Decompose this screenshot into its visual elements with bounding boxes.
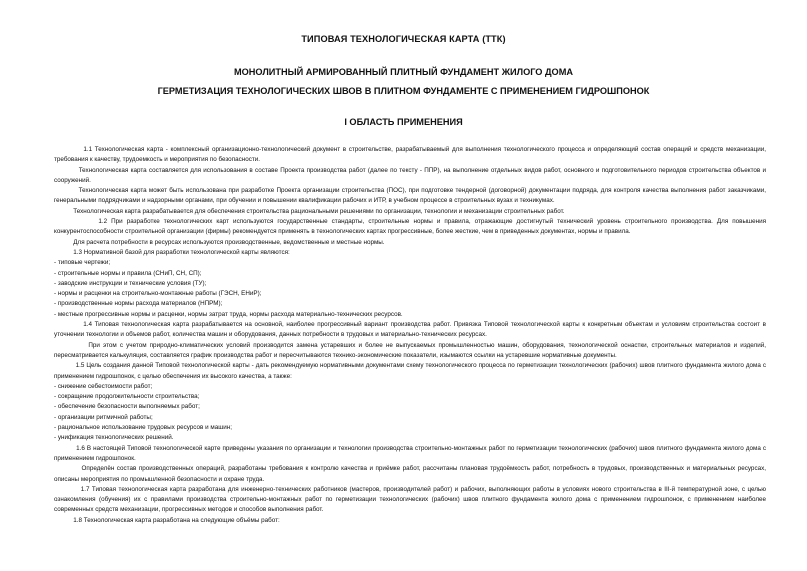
paragraph xyxy=(54,320,766,341)
list-item: - производственные нормы расхода материалов (НПРМ); xyxy=(54,300,223,308)
paragraph xyxy=(54,186,766,207)
document-body xyxy=(54,145,766,526)
list-item: - строительные нормы и правила (СНиП, СН, СП); xyxy=(54,269,202,277)
section-title: I ОБЛАСТЬ ПРИМЕНЕНИЯ xyxy=(344,117,463,127)
document-subtitle: МОНОЛИТНЫЙ АРМИРОВАННЫЙ ПЛИТНЫЙ ФУНДАМЕНТ ЖИЛОГО ДОМА xyxy=(233,67,573,77)
paragraph-text: Для расчета потребности в ресурсах используются производственные, ведомственные и местные нормы. xyxy=(73,238,385,246)
list-item: - заводские инструкции и технические условия (ТУ); xyxy=(54,279,207,287)
paragraph-text: 1.8 Технологическая карта разработана на следующие объёмы работ: xyxy=(73,516,280,524)
paragraph-text: 1.2 При разработке технологических карт используются государственные стандарты, строительные нормы и правила, отражающие достигнутый технический уровень строительного производства. Для повышения конкурентоспособности строительной организации (фирмы) рекомендуется применять в технологических картах прогрессивные, более жесткие, чем в приведенных документах, нормы и правила. xyxy=(54,218,766,236)
paragraph xyxy=(54,217,766,238)
paragraph-text: 1.7 Типовая технологическая карта разработана для инженерно-технических работников (мастеров, производителей работ) и рабочих, выполняющих работы в условиях нового строительства в III-й температурной зоне, с целью ознакомления (обучения) их с правилами производства строительно-монтажных работ по герметизации технологических (рабочих) швов плитного фундамента жилого дома с применением гидрошпонок, с применением наиболее современных средств механизации, прогрессивных методов и способов выполнения работ. xyxy=(54,485,766,514)
list-item: - организации ритмичной работы; xyxy=(54,413,153,421)
document-subtitle-2: ГЕРМЕТИЗАЦИЯ ТЕХНОЛОГИЧЕСКИХ ШВОВ В ПЛИТНОМ ФУНДАМЕНТЕ С ПРИМЕНЕНИЕМ ГИДРОШПОНОК xyxy=(157,86,650,96)
paragraph-text: 1.6 В настоящей Типовой технологической карте приведены указания по организации и технологии производства строительно-монтажных работ по герметизации технологических (рабочих) швов плитного фундамента жилого дома с применением гидрошпонок. xyxy=(54,444,766,462)
list-item: - обеспечение безопасности выполняемых работ; xyxy=(54,403,200,411)
paragraph-text: 1.1 Технологическая карта - комплексный организационно-технологический документ в строительстве, разрабатываемый для выполнения технологического процесса и определяющий состав операций и средств механизации, требования к качеству, трудоемкость и мероприятия по безопасности. xyxy=(54,146,766,164)
paragraph-text: Определён состав производственных операций, разработаны требования к контролю качества и приёмке работ, рассчитаны плановая трудоёмкость работ, потребность в трудовых, производственных и материальных ресурсах, описаны мероприятия по промышленной безопасности и охране труда. xyxy=(54,465,766,483)
paragraph xyxy=(54,361,766,382)
paragraph xyxy=(54,444,766,465)
list-item: - унификация технологических решений. xyxy=(54,434,174,442)
paragraph-text: Технологическая карта может быть использована при разработке Проекта организации строительства (ПОС), при подготовке тендерной (договорной) документации подряда, для контроля качества выполнения работ заказчиками, генеральными подрядчиками и надзорными органами, при обучении и повышении квалификации рабочих и ИТР, в учебном процессе в строительных вузах и техникумах. xyxy=(54,187,766,205)
paragraph-text: Технологическая карта составляется для использования в составе Проекта производства работ (далее по тексту - ППР), на выполнение отдельных видов работ, основного и подготовительного периодов строительства объектов и сооружений. xyxy=(54,166,766,184)
list-item: - типовые чертежи; xyxy=(54,259,111,267)
paragraph xyxy=(54,485,766,516)
document-title: ТИПОВАЯ ТЕХНОЛОГИЧЕСКАЯ КАРТА (ТТК) xyxy=(301,34,506,44)
paragraph xyxy=(54,248,766,258)
list-item: - нормы и расценки на строительно-монтажные работы (ГЭСН, ЕНиР); xyxy=(54,290,262,298)
list-item: - местные прогрессивные нормы и расценки, нормы затрат труда, нормы расхода материально-технических ресурсов. xyxy=(54,310,403,318)
paragraph-text: 1.4 Типовая технологическая карта разрабатывается на основной, наиболее прогрессивный вариант производства работ. Привязка Типовой технологической карты к конкретным объектам и условиям строительства состоит в уточнении технологии и объемов работ, количества машин и оборудования, данных потребности в трудовых и материально-технических ресурсах. xyxy=(54,321,766,339)
list-item: - снижение себестоимости работ; xyxy=(54,382,153,390)
paragraph xyxy=(54,166,766,187)
paragraph xyxy=(54,516,766,526)
paragraph xyxy=(54,145,766,166)
paragraph xyxy=(54,207,766,217)
list-item: - сокращение продолжительности строительства; xyxy=(54,393,200,401)
paragraph-text: 1.5 Цель создания данной Типовой технологической карты - дать рекомендуемую нормативными документами схему технологического процесса по герметизации технологических (рабочих) швов плитного фундамента жилого дома с применением гидрошпонок, с целью обеспечения их высокого качества, а также: xyxy=(54,362,766,380)
paragraph-text: Технологическая карта разрабатывается для обеспечения строительства рациональными решениями по организации, технологии и механизации строительных работ. xyxy=(73,207,565,215)
paragraph xyxy=(54,341,766,362)
paragraph-text: При этом с учетом природно-климатических условий производится замена устаревших и более не выпускаемых промышленностью машин, оборудования, технологической оснастки, строительных материалов и изделий, пересматривается калькуляция, составляется график производства работ и пересчитываются технико-экономические показатели, изымаются ссылки на устаревшие нормативные документы. xyxy=(54,341,766,359)
list-item: - рациональное использование трудовых ресурсов и машин; xyxy=(54,424,233,432)
paragraph xyxy=(54,464,766,485)
paragraph xyxy=(54,238,766,248)
paragraph-text: 1.3 Нормативной базой для разработки технологической карты являются: xyxy=(73,248,290,256)
